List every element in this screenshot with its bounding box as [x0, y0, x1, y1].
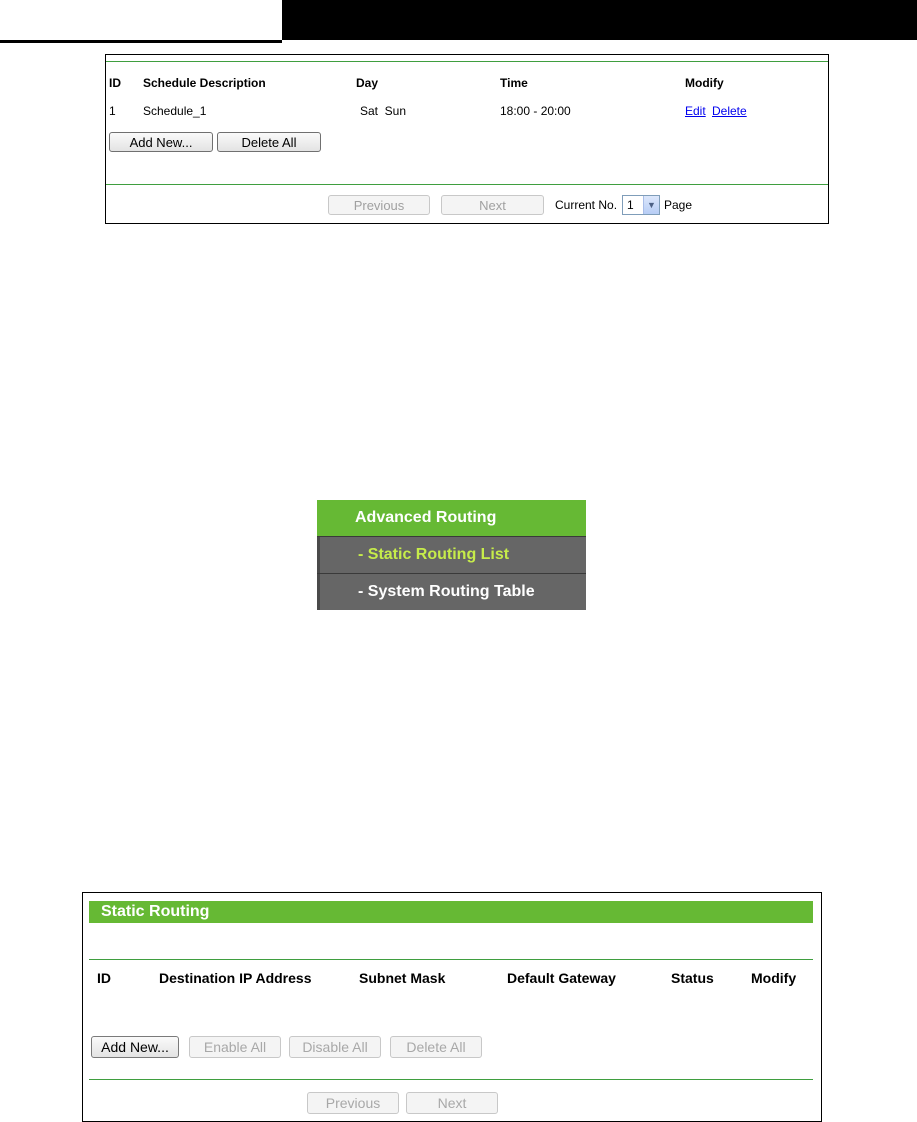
delete-all-button[interactable]: Delete All — [390, 1036, 482, 1058]
col-status-header: Status — [671, 970, 714, 986]
row-time: 18:00 - 20:00 — [500, 104, 571, 118]
add-new-button[interactable]: Add New... — [109, 132, 213, 152]
advanced-routing-menu — [317, 500, 586, 610]
menu-item-system-routing-table[interactable]: - System Routing Table — [317, 574, 586, 610]
col-subnet-header: Subnet Mask — [359, 970, 446, 986]
menu-advanced-routing[interactable]: Advanced Routing — [317, 500, 586, 536]
bottom-divider — [89, 1079, 813, 1080]
row-day: Sat Sun — [360, 104, 407, 118]
static-routing-panel — [82, 892, 822, 1122]
row-description: Schedule_1 — [143, 104, 207, 118]
top-divider — [89, 959, 813, 960]
bottom-divider — [106, 184, 828, 185]
edit-link[interactable]: Edit — [685, 104, 706, 118]
menu-item-static-routing-list[interactable]: - Static Routing List — [317, 537, 586, 573]
panel-title: Static Routing — [89, 901, 813, 923]
add-new-button[interactable]: Add New... — [91, 1036, 179, 1058]
top-divider — [106, 61, 828, 62]
col-destination-header: Destination IP Address — [159, 970, 312, 986]
next-button[interactable]: Next — [441, 195, 544, 215]
col-gateway-header: Default Gateway — [507, 970, 616, 986]
row-id: 1 — [109, 104, 116, 118]
col-day-header: Day — [356, 76, 379, 90]
previous-button[interactable]: Previous — [328, 195, 430, 215]
col-modify-header: Modify — [685, 76, 724, 90]
header-rule — [0, 40, 282, 43]
col-modify-header: Modify — [751, 970, 797, 986]
delete-link[interactable]: Delete — [712, 104, 747, 118]
page-select[interactable] — [622, 195, 660, 215]
col-description-header: Schedule Description — [143, 76, 266, 90]
previous-button[interactable]: Previous — [307, 1092, 399, 1114]
disable-all-button[interactable]: Disable All — [289, 1036, 381, 1058]
header-left-area — [0, 0, 282, 40]
header-black-bar — [282, 0, 917, 40]
chevron-down-icon: ▼ — [643, 196, 659, 214]
col-time-header: Time — [500, 76, 528, 90]
col-id-header: ID — [97, 970, 111, 986]
delete-all-button[interactable]: Delete All — [217, 132, 321, 152]
next-button[interactable]: Next — [406, 1092, 498, 1114]
current-no-label: Current No. — [555, 198, 618, 212]
page-label: Page — [664, 198, 693, 212]
page-select-value: 1 — [627, 198, 634, 212]
enable-all-button[interactable]: Enable All — [189, 1036, 281, 1058]
col-id-header: ID — [109, 76, 121, 90]
schedule-panel — [105, 54, 829, 224]
